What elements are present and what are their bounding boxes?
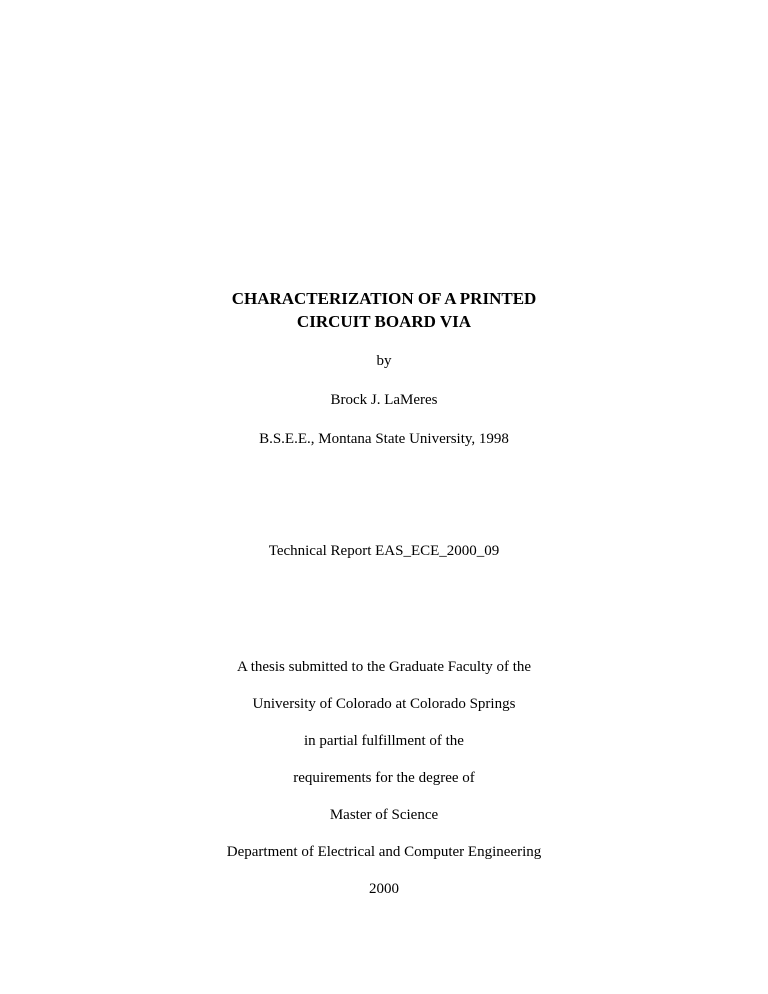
- statement-line-4: requirements for the degree of: [293, 770, 475, 786]
- author-name: Brock J. LaMeres: [330, 392, 438, 408]
- department: Department of Electrical and Computer Engineering: [226, 844, 542, 860]
- report-number: Technical Report EAS_ECE_2000_09: [268, 543, 500, 559]
- thesis-title-line-1: CHARACTERIZATION OF A PRINTED: [231, 289, 537, 308]
- statement-line-2: University of Colorado at Colorado Springs: [252, 696, 516, 712]
- statement-line-3: in partial fulfillment of the: [304, 733, 464, 749]
- degree-name: Master of Science: [329, 807, 439, 823]
- thesis-title-line-2: CIRCUIT BOARD VIA: [296, 312, 472, 331]
- prior-degree: B.S.E.E., Montana State University, 1998: [259, 431, 509, 447]
- by-label: by: [376, 353, 392, 369]
- year: 2000: [369, 881, 399, 897]
- statement-line-1: A thesis submitted to the Graduate Faculty of the: [236, 659, 532, 675]
